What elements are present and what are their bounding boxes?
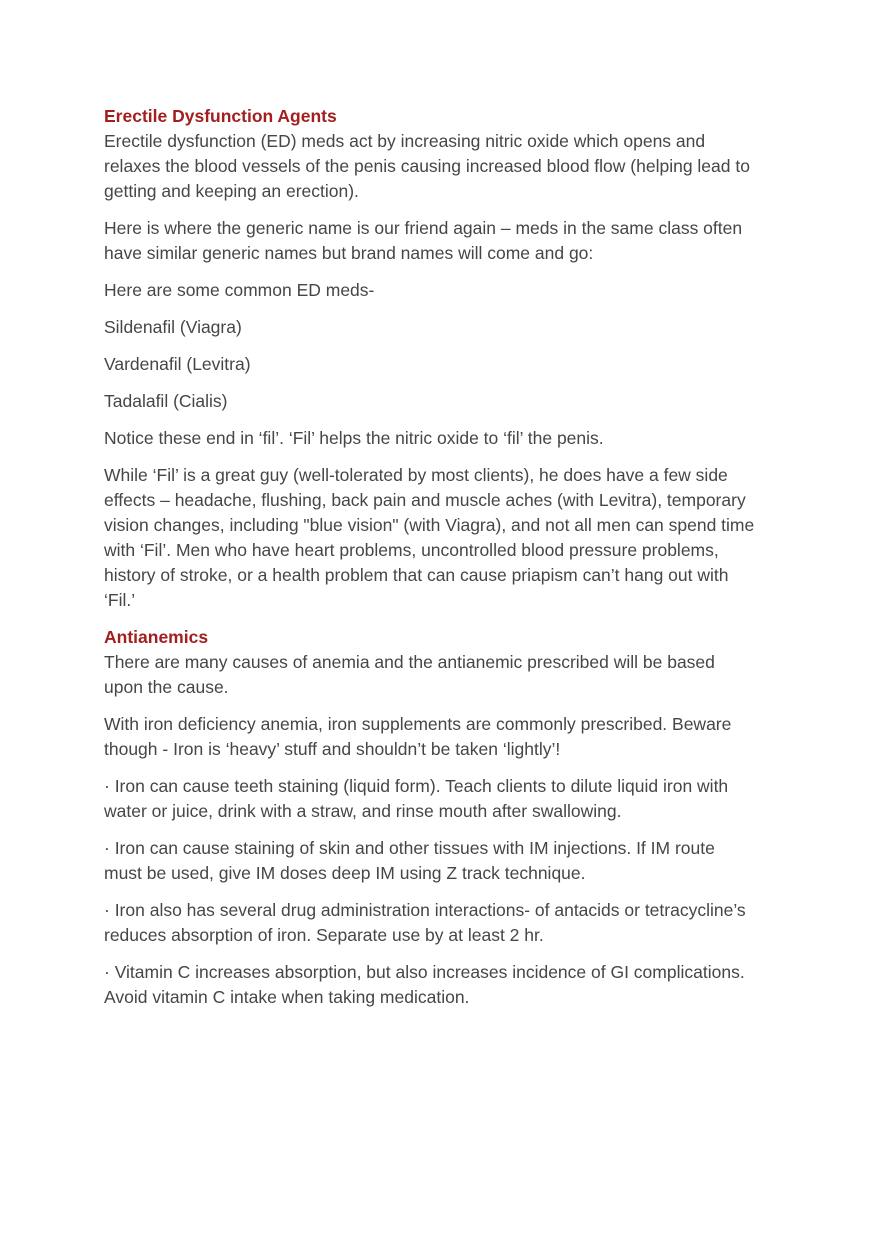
- paragraph: [104, 129, 804, 204]
- text-line: vision changes, including "blue vision" (with Viagra), and not all men can spend time: [104, 515, 755, 535]
- text-line: Erectile dysfunction (ED) meds act by increasing nitric oxide which opens and: [104, 131, 706, 151]
- paragraph: [104, 389, 804, 414]
- text-line: · Iron can cause teeth staining (liquid form). Teach clients to dilute liquid iron with: [104, 776, 729, 796]
- text-line: getting and keeping an erection).: [104, 181, 359, 201]
- section: [104, 104, 804, 613]
- paragraph: [104, 216, 804, 266]
- paragraph: [104, 898, 804, 948]
- paragraph: [104, 426, 804, 451]
- text-line: Vardenafil (Levitra): [104, 354, 251, 374]
- text-line: Tadalafil (Cialis): [104, 391, 228, 411]
- text-line: · Iron can cause staining of skin and other tissues with IM injections. If IM route: [104, 838, 715, 858]
- paragraph: [104, 774, 804, 824]
- text-line: There are many causes of anemia and the antianemic prescribed will be based: [104, 652, 715, 672]
- text-line: relaxes the blood vessels of the penis causing increased blood flow (helping lead to: [104, 156, 750, 176]
- text-line: · Iron also has several drug administration interactions- of antacids or tetracycline’s: [104, 900, 746, 920]
- text-line: upon the cause.: [104, 677, 229, 697]
- document-page: [104, 104, 804, 1022]
- text-line: effects – headache, flushing, back pain and muscle aches (with Levitra), temporary: [104, 490, 746, 510]
- paragraph: [104, 463, 804, 613]
- paragraph: [104, 315, 804, 340]
- text-line: · Vitamin C increases absorption, but also increases incidence of GI complications.: [104, 962, 745, 982]
- text-line: Here is where the generic name is our friend again – meds in the same class often: [104, 218, 743, 238]
- paragraph: [104, 960, 804, 1010]
- paragraph: [104, 278, 804, 303]
- text-line: Here are some common ED meds-: [104, 280, 375, 300]
- section-heading: Erectile Dysfunction Agents: [104, 106, 337, 126]
- section-heading: Antianemics: [104, 627, 209, 647]
- text-line: have similar generic names but brand names will come and go:: [104, 243, 594, 263]
- text-line: history of stroke, or a health problem that can cause priapism can’t hang out with: [104, 565, 729, 585]
- text-line: reduces absorption of iron. Separate use by at least 2 hr.: [104, 925, 544, 945]
- paragraph: [104, 352, 804, 377]
- text-line: While ‘Fil’ is a great guy (well-tolerated by most clients), he does have a few side: [104, 465, 728, 485]
- text-line: ‘Fil.’: [104, 590, 136, 610]
- text-line: With iron deficiency anemia, iron supplements are commonly prescribed. Beware: [104, 714, 732, 734]
- paragraph: [104, 650, 804, 700]
- text-line: must be used, give IM doses deep IM using Z track technique.: [104, 863, 586, 883]
- paragraph: [104, 712, 804, 762]
- text-line: though - Iron is ‘heavy’ stuff and shouldn’t be taken ‘lightly’!: [104, 739, 561, 759]
- text-line: Sildenafil (Viagra): [104, 317, 242, 337]
- text-line: Avoid vitamin C intake when taking medication.: [104, 987, 470, 1007]
- text-line: Notice these end in ‘fil’. ‘Fil’ helps the nitric oxide to ‘fil’ the penis.: [104, 428, 604, 448]
- text-line: water or juice, drink with a straw, and rinse mouth after swallowing.: [104, 801, 622, 821]
- text-line: with ‘Fil’. Men who have heart problems, uncontrolled blood pressure problems,: [104, 540, 719, 560]
- paragraph: [104, 836, 804, 886]
- section: [104, 625, 804, 1010]
